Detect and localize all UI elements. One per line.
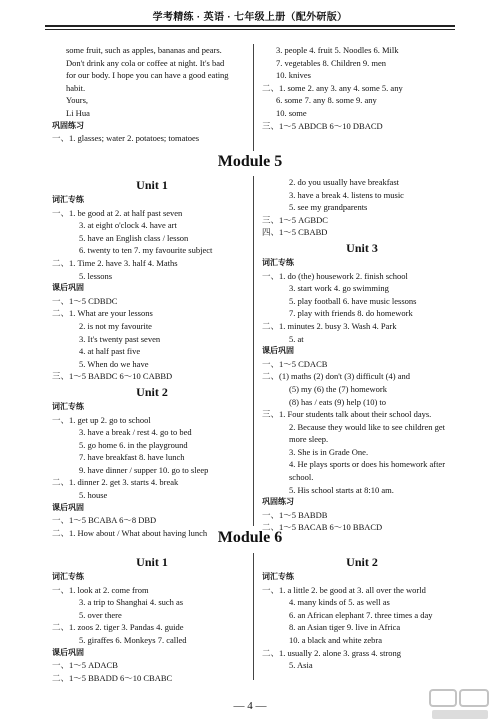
answer-line: 一、1. glasses; water 2. potatoes; tomatoes bbox=[52, 133, 200, 144]
answer-line: habit. bbox=[66, 82, 86, 93]
answer-line: 10. some bbox=[276, 107, 307, 118]
module-6-right-column bbox=[262, 553, 462, 672]
answer-line: 5. Asia bbox=[289, 660, 313, 671]
answer-line: 5. go home 6. in the playground bbox=[79, 439, 188, 450]
section-heading: 词汇专练 bbox=[52, 572, 84, 581]
answer-line: Li Hua bbox=[66, 107, 90, 118]
column-divider-top bbox=[253, 44, 254, 151]
answer-line: 5. When do we have bbox=[79, 358, 149, 369]
answer-line: 4. many kinds of 5. as well as bbox=[289, 597, 390, 608]
answer-line: 二、1. dinner 2. get 3. starts 4. break bbox=[52, 477, 179, 488]
header-rule bbox=[45, 25, 455, 27]
answer-line: 三、1～5 ABDCB 6～10 DBACD bbox=[262, 120, 383, 131]
answer-line: 5. lessons bbox=[79, 270, 113, 281]
answer-line: some fruit, such as apples, bananas and pears. bbox=[66, 45, 222, 55]
answer-line: 一、1～5 CDACB bbox=[262, 358, 328, 369]
answer-line: 二、1. minutes 2. busy 3. Wash 4. Park bbox=[262, 320, 397, 331]
answer-line: 一、1. get up 2. go to school bbox=[52, 414, 151, 425]
unit-heading: Unit 3 bbox=[346, 240, 378, 255]
section-heading: 巩固练习 bbox=[52, 120, 84, 130]
answer-line: 二、1. Time 2. have 3. half 4. Maths bbox=[52, 257, 178, 268]
section-heading: 课后巩固 bbox=[52, 502, 84, 512]
answer-line: 一、1. do (the) housework 2. finish school bbox=[262, 270, 408, 281]
answer-line: 6. twenty to ten 7. my favourite subject bbox=[79, 245, 213, 256]
answer-line: 3. have a break 4. listens to music bbox=[289, 189, 404, 200]
answer-line: Don't drink any cola or coffee at night. It's bad bbox=[66, 57, 225, 68]
answer-line: 二、1. What are your lessons bbox=[52, 308, 153, 319]
answer-line: more sleep. bbox=[289, 434, 329, 445]
answer-line: 一、1. look at 2. come from bbox=[52, 584, 149, 595]
answer-line: 二、1～5 BBADD 6～10 CBABC bbox=[52, 672, 173, 683]
answer-line: 3. people 4. fruit 5. Noodles 6. Milk bbox=[276, 45, 399, 55]
page-number: — 4 — bbox=[233, 700, 267, 712]
answer-line: 5. see my grandparents bbox=[289, 202, 368, 213]
answer-line: 5. giraffes 6. Monkeys 7. called bbox=[79, 634, 187, 645]
module-6-left-column bbox=[52, 553, 252, 684]
unit-heading: Unit 2 bbox=[346, 555, 378, 569]
answer-line: 三、1～5 BABDC 6～10 CABBD bbox=[52, 371, 173, 382]
answer-line: school. bbox=[289, 472, 314, 483]
section-heading: 课后巩固 bbox=[262, 346, 294, 356]
unit-heading: Unit 2 bbox=[136, 384, 168, 399]
answer-line: 3. have a break / rest 4. go to bed bbox=[79, 427, 192, 438]
answer-line: 4. He plays sports or does his homework after bbox=[289, 459, 446, 470]
answer-line: 二、1. some 2. any 3. any 4. some 5. any bbox=[262, 82, 403, 93]
answer-line: 10. a black and white zebra bbox=[289, 634, 382, 645]
unit-heading: Unit 1 bbox=[136, 555, 168, 569]
answer-line: 二、1. zoos 2. tiger 3. Pandas 4. guide bbox=[52, 622, 184, 633]
unit-heading: Unit 1 bbox=[136, 178, 168, 192]
answer-line: 一、1～5 BABDB bbox=[262, 509, 328, 520]
answer-line: 7. have breakfast 8. have lunch bbox=[79, 452, 185, 463]
section-heading: 词汇专练 bbox=[262, 257, 294, 267]
module-5-right-column bbox=[262, 176, 462, 534]
answer-line: 5. at bbox=[289, 333, 304, 344]
top-right-column bbox=[262, 44, 462, 132]
section-heading: 词汇专练 bbox=[52, 401, 84, 411]
answer-line: 一、1～5 ADACB bbox=[52, 660, 118, 671]
answer-line: 5. house bbox=[79, 490, 108, 501]
answer-line: 10. knives bbox=[276, 70, 311, 81]
answer-line: 三、1～5 AGBDC bbox=[262, 214, 328, 225]
top-left-column bbox=[52, 44, 252, 145]
answer-line: 7. vegetables 8. Children 9. men bbox=[276, 57, 387, 68]
header-rule-thin bbox=[45, 29, 455, 30]
answer-line: 2. is not my favourite bbox=[79, 320, 152, 331]
book-title: 学考精练 · 英语 · 七年级上册（配外研版） bbox=[152, 12, 348, 23]
answer-line: 一、1～5 CDBDC bbox=[52, 295, 118, 306]
answer-line: 2. Because they would like to see children get bbox=[289, 421, 446, 432]
answer-line: 二、(1) maths (2) don't (3) difficult (4) and bbox=[262, 371, 410, 382]
answer-line: 6. some 7. any 8. some 9. any bbox=[276, 95, 377, 106]
section-heading: 巩固练习 bbox=[262, 497, 294, 507]
section-heading: 课后巩固 bbox=[52, 283, 84, 293]
answer-line: 一、1. a little 2. be good at 3. all over the world bbox=[262, 584, 426, 595]
answer-line: 3. start work 4. go swimming bbox=[289, 283, 389, 294]
answer-line: 二、1～5 BACAB 6～10 BBACD bbox=[262, 522, 383, 533]
answer-line: 7. play with friends 8. do homework bbox=[289, 308, 413, 319]
module-5-title: Module 5 bbox=[217, 153, 283, 170]
column-divider-m5 bbox=[253, 176, 254, 526]
section-heading: 课后巩固 bbox=[52, 647, 84, 657]
answer-line: 5. play football 6. have music lessons bbox=[289, 295, 417, 306]
page-header bbox=[0, 4, 500, 40]
answer-line: 9. have dinner / supper 10. go to sleep bbox=[79, 464, 209, 475]
watermark-logo bbox=[428, 688, 492, 722]
answer-line: 5. over there bbox=[79, 609, 122, 620]
answer-line: 3. a trip to Shanghai 4. such as bbox=[79, 597, 184, 608]
answer-line: (5) my (6) the (7) homework bbox=[289, 383, 387, 394]
answer-line: Yours, bbox=[66, 95, 89, 106]
column-divider-m6 bbox=[253, 553, 254, 680]
answer-line: 二、1. usually 2. alone 3. grass 4. strong bbox=[262, 647, 402, 658]
answer-line: 3. She is in Grade One. bbox=[289, 446, 369, 457]
answer-line: 一、1～5 BCABA 6～8 DBD bbox=[52, 515, 157, 526]
module-5-left-column bbox=[52, 176, 252, 539]
section-heading: 词汇专练 bbox=[262, 572, 294, 581]
answer-line: 5. His school starts at 8:10 am. bbox=[289, 484, 394, 495]
answer-line: 3. at eight o'clock 4. have art bbox=[79, 220, 177, 231]
answer-line: 6. an African elephant 7. three times a day bbox=[289, 609, 433, 620]
answer-line: (8) has / eats (9) help (10) to bbox=[289, 396, 387, 407]
answer-line: 三、1. Four students talk about their school days. bbox=[262, 409, 432, 420]
module-6-title: Module 6 bbox=[217, 529, 283, 546]
answer-line: 8. an Asian tiger 9. live in Africa bbox=[289, 622, 401, 633]
section-heading: 词汇专练 bbox=[52, 195, 84, 204]
answer-line: for our body. I hope you can have a good eating bbox=[66, 70, 229, 81]
answer-line: 3. It's twenty past seven bbox=[79, 333, 161, 344]
answer-line: 5. have an English class / lesson bbox=[79, 232, 189, 243]
answer-line: 一、1. be good at 2. at half past seven bbox=[52, 207, 183, 218]
answer-line: 2. do you usually have breakfast bbox=[289, 177, 399, 187]
answer-line: 四、1～5 CBABD bbox=[262, 227, 328, 238]
answer-line: 二、1. How about / What about having lunch bbox=[52, 527, 208, 538]
answer-line: 4. at half past five bbox=[79, 346, 141, 357]
